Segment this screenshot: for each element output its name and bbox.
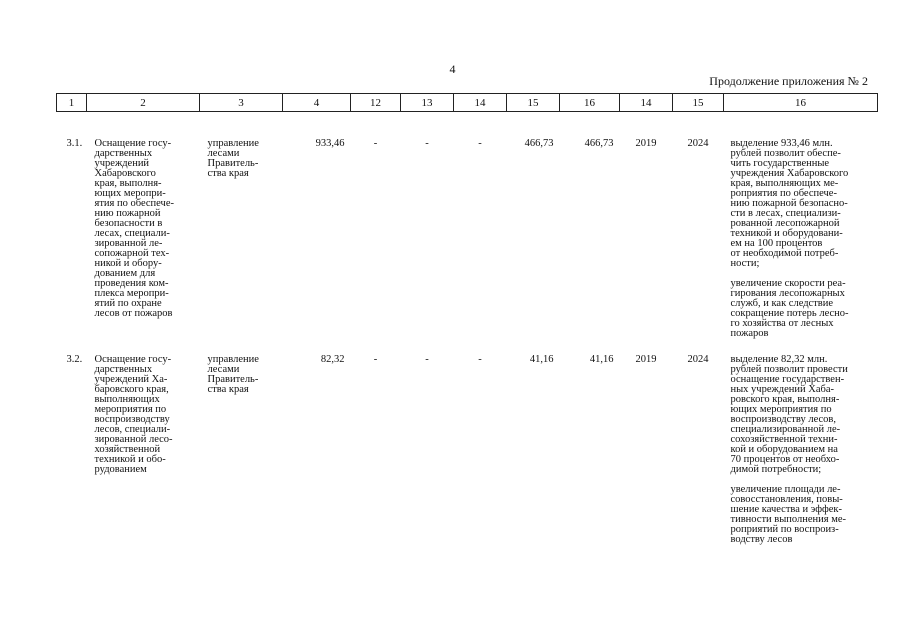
executor: управление лесами Правитель- ства края [207,138,259,179]
start-year: 2019 [635,138,657,149]
appendix-continuation-note: Продолжение приложения № 2 [709,74,868,88]
funding-col-15: 41,16 [529,354,554,365]
funding-col-13: - [425,354,429,365]
end-year: 2024 [687,354,709,365]
event-name: Оснащение госу- дарственных учреждений Ха- баровского края, выполняющих мероприятия по воспроизводству лесов, специали- зированной лесо- хозяйственной техникой и обо- рудованием [94,354,173,475]
funding-col-14: - [478,354,482,365]
page-number: 4 [449,62,456,76]
funding-col-16: 41,16 [589,354,614,365]
column-header: 16 [724,94,878,112]
row-number: 3.1. [66,138,83,149]
event-name: Оснащение госу- дарственных учреждений Хабаровского края, выполня- ющих меропри- ятия по обеспече- нию пожарной безопасности в лесах, специали- зированной ле- сопожарной тех- никой и обору- дованием для проведения ком- плекса меропри- ятий по охране лесов от пожаров [94,138,174,319]
table-row [57,339,878,545]
column-header: 15 [507,94,560,112]
total-funding: 933,46 [315,138,345,149]
funding-col-13: - [425,138,429,149]
column-header: 13 [401,94,454,112]
end-year: 2024 [687,138,709,149]
total-funding: 82,32 [320,354,345,365]
program-measures-table [56,93,878,545]
expected-result: увеличение площади ле- совосстановления, повы- шение качества и эффек- тивности выполнения ме- роприятий по воспроиз- водству лесов [730,484,847,545]
funding-col-14: - [478,138,482,149]
column-header: 15 [673,94,724,112]
column-header: 2 [87,94,200,112]
column-header: 1 [57,94,87,112]
column-header: 14 [620,94,673,112]
funding-col-12: - [373,354,378,365]
column-header: 12 [351,94,401,112]
column-header: 4 [283,94,351,112]
expected-result: увеличение скорости реа- гирования лесопожарных служб, и как следствие сокращение потерь лесно- го хозяйства от лесных пожаров [730,278,849,339]
executor: управление лесами Правитель- ства края [207,354,259,395]
table-header-row [57,94,878,112]
funding-col-15: 466,73 [524,138,554,149]
expected-result: выделение 82,32 млн. рублей позволит провести оснащение государствен- ных учреждений Хаба- ровского края, выполня- ющих мероприятия по воспроизводству лесов, специализированной ле- сохозяйственной техни- кой и оборудованием на 70 процентов от необхо- димой потребности; [730,354,848,475]
row-number: 3.2. [66,354,83,365]
funding-col-12: - [373,138,378,149]
funding-col-16: 466,73 [584,138,614,149]
column-header: 3 [200,94,283,112]
expected-result: выделение 933,46 млн. рублей позволит обеспе- чить государственные учреждения Хабаровского края, выполняющих ме- роприятия по обеспече- нию пожарной безопасно- сти в лесах, специализи- рованной лесопожарной техникой и оборудовани- ем на 100 процентов от необходимой потреб- ности; [730,138,849,269]
table-row [57,112,878,340]
start-year: 2019 [635,354,657,365]
column-header: 14 [454,94,507,112]
column-header: 16 [560,94,620,112]
